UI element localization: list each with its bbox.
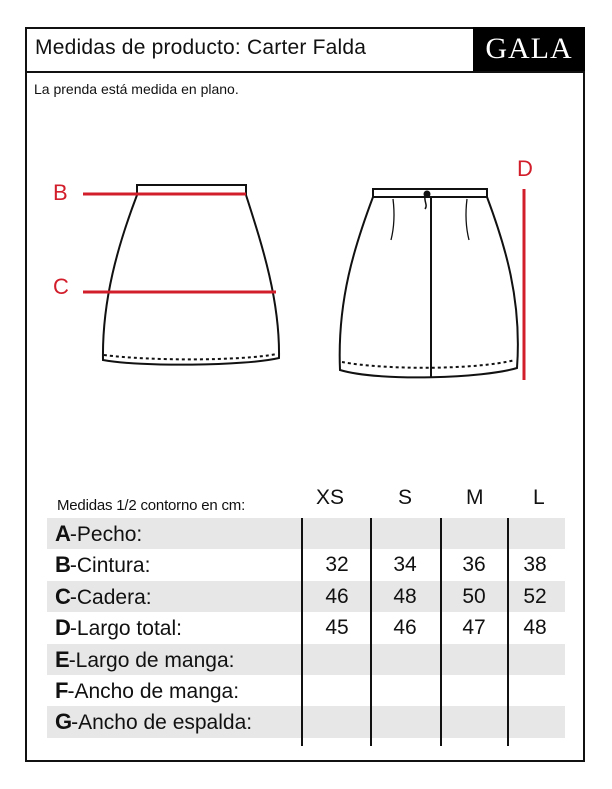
table-cell: 45	[325, 616, 349, 640]
row-label: F-Ancho de manga:	[55, 677, 240, 703]
label-b: B	[53, 180, 68, 205]
product-name: Carter Falda	[247, 36, 367, 59]
row-label: E-Largo de manga:	[55, 646, 235, 672]
table-cell: 32	[325, 553, 349, 577]
row-label: A-Pecho:	[55, 521, 143, 546]
table-cell: 46	[393, 616, 417, 640]
size-s-header: S	[398, 486, 413, 509]
column-divider	[507, 518, 509, 746]
measurement-note: La prenda está medida en plano.	[34, 81, 239, 97]
table-row	[47, 549, 565, 580]
table-cell: 50	[462, 584, 486, 608]
brand-logo: GALA	[473, 27, 585, 71]
table-cell: 47	[462, 616, 486, 640]
table-cell: 36	[462, 553, 486, 577]
column-divider	[301, 518, 303, 746]
column-divider	[440, 518, 442, 746]
table-caption: Medidas 1/2 contorno en cm:	[57, 497, 246, 514]
label-d: D	[517, 156, 533, 181]
table-row	[47, 518, 565, 549]
row-label: B-Cintura:	[55, 552, 151, 578]
table-row	[47, 612, 565, 643]
row-label: C-Cadera:	[55, 583, 152, 609]
table-row	[47, 706, 565, 737]
size-m-header: M	[466, 486, 484, 509]
table-cell: 38	[523, 553, 547, 577]
column-divider	[370, 518, 372, 746]
table-row	[47, 581, 565, 612]
table-row	[47, 644, 565, 675]
front-skirt-drawing	[103, 185, 279, 365]
back-skirt-drawing	[340, 189, 518, 378]
row-label: G-Ancho de espalda:	[55, 709, 253, 735]
table-cell: 34	[393, 553, 417, 577]
row-label: D-Largo total:	[55, 615, 182, 641]
table-cell: 52	[523, 584, 547, 608]
size-xs-header: XS	[316, 486, 345, 509]
table-row	[47, 675, 565, 706]
table-cell: 46	[325, 584, 349, 608]
label-c: C	[53, 274, 69, 299]
title-prefix: Medidas de producto:	[35, 36, 241, 59]
size-table	[47, 518, 565, 738]
table-cell: 48	[393, 584, 417, 608]
table-cell: 48	[523, 616, 547, 640]
size-l-header: L	[533, 486, 545, 509]
